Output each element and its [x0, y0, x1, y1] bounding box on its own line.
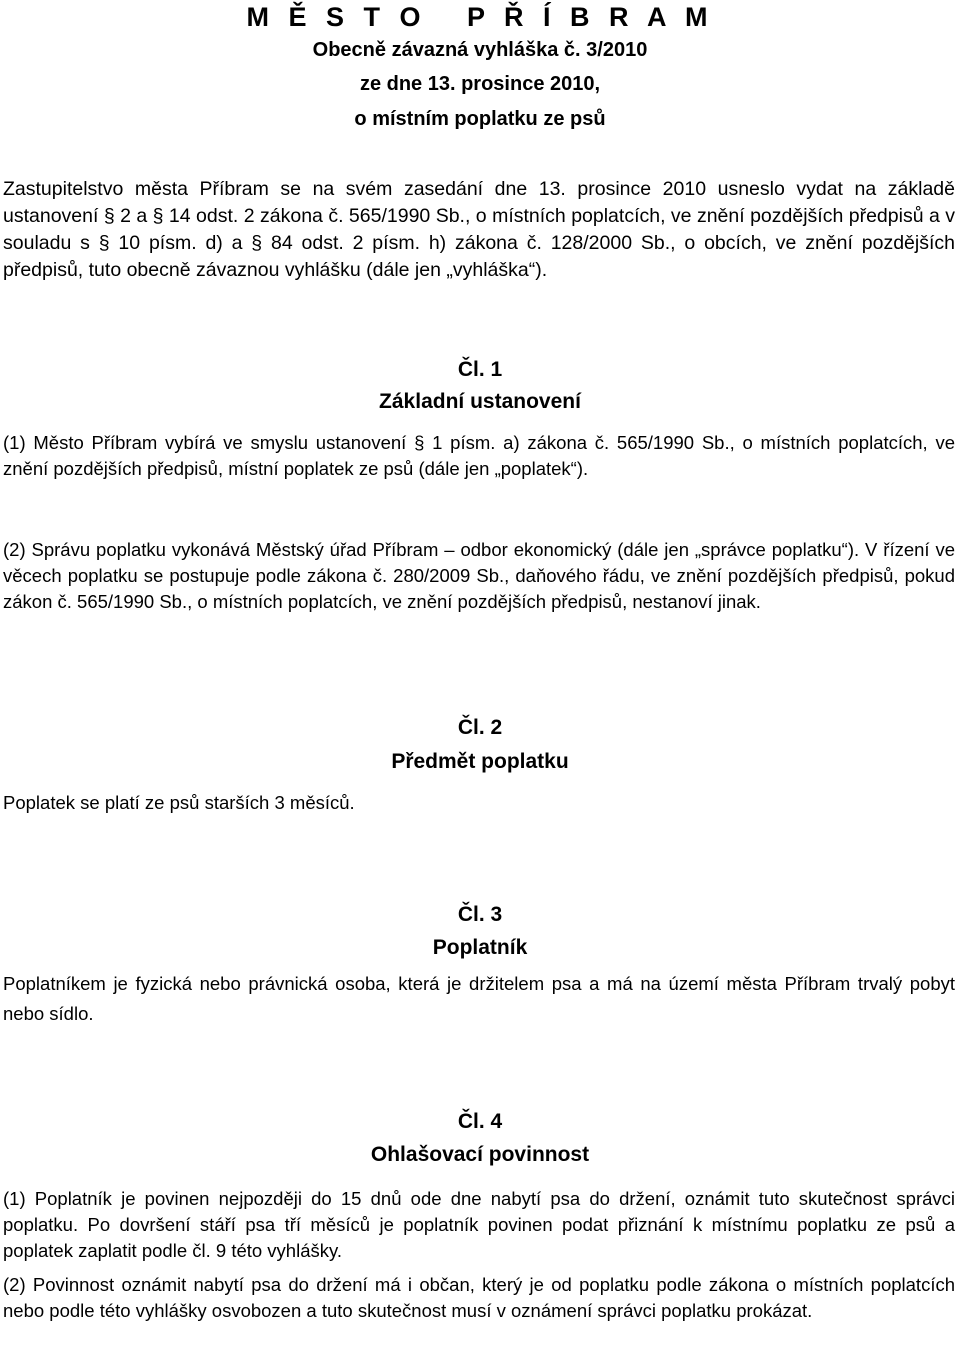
article-1-title: Základní ustanovení: [379, 390, 581, 413]
article-3-paragraph: Poplatníkem je fyzická nebo právnická osoba, která je držitelem psa a má na území města Příbram trvalý pobyt nebo sídlo.: [3, 973, 955, 1024]
article-2-title: Předmět poplatku: [391, 750, 569, 773]
decree-date: ze dne 13. prosince 2010,: [359, 73, 601, 95]
article-2-paragraph: Poplatek se platí ze psů starších 3 měsíců.: [3, 792, 355, 813]
article-4-number: Čl. 4: [457, 1110, 503, 1133]
article-1-paragraph-2: (2) Správu poplatku vykonává Městský úřad Příbram – odbor ekonomický (dále jen „správce poplatku“). V řízení ve věcech poplatku se postupuje podle zákona č. 280/2009 Sb., daňového řádu, ve znění pozdějších předpisů, pokud zákon č. 565/1990 Sb., o místních poplatcích, ve znění pozdějších předpisů, nestanoví jinak.: [3, 539, 955, 612]
article-2-number: Čl. 2: [457, 716, 503, 739]
decree-title: Obecně závazná vyhláška č. 3/2010: [312, 39, 648, 61]
decree-subject: o místním poplatku ze psů: [354, 108, 606, 130]
preamble: Zastupitelstvo města Příbram se na svém zasedání dne 13. prosince 2010 usneslo vydat na základě ustanovení § 2 a § 14 odst. 2 zákona č. 565/1990 Sb., o místních poplatcích, ve znění pozdějších předpisů a v souladu s § 10 písm. d) a § 84 odst. 2 písm. h) zákona č. 128/2000 Sb., o obcích, ve znění pozdějších předpisů, tuto obecně závaznou vyhlášku (dále jen „vyhláška“).: [3, 178, 955, 281]
article-4-paragraph-2: (2) Povinnost oznámit nabytí psa do držení má i občan, který je od poplatku podle zákona o místních poplatcích nebo podle této vyhlášky osvobozen a tuto skutečnost musí v oznámení správci poplatku prokázat.: [3, 1274, 955, 1321]
article-3-title: Poplatník: [432, 936, 528, 959]
article-4-title: Ohlašovací povinnost: [370, 1143, 590, 1166]
article-1-number: Čl. 1: [457, 358, 503, 381]
article-3-number: Čl. 3: [457, 903, 503, 926]
article-4-paragraph-1: (1) Poplatník je povinen nejpozději do 15 dnů ode dne nabytí psa do držení, oznámit tuto skutečnost správci poplatku. Po dovršení stáří psa tří měsíců je poplatník povinen podat přiznání k místnímu poplatku ze psů a poplatek zaplatit podle čl. 9 této vyhlášky.: [3, 1188, 955, 1261]
article-1-paragraph-1: (1) Město Příbram vybírá ve smyslu ustanovení § 1 písm. a) zákona č. 565/1990 Sb., o místních poplatcích, ve znění pozdějších předpisů, místní poplatek ze psů (dále jen „poplatek“).: [3, 432, 955, 479]
city-title: M Ě S T O P Ř Í B R A M: [246, 2, 714, 32]
